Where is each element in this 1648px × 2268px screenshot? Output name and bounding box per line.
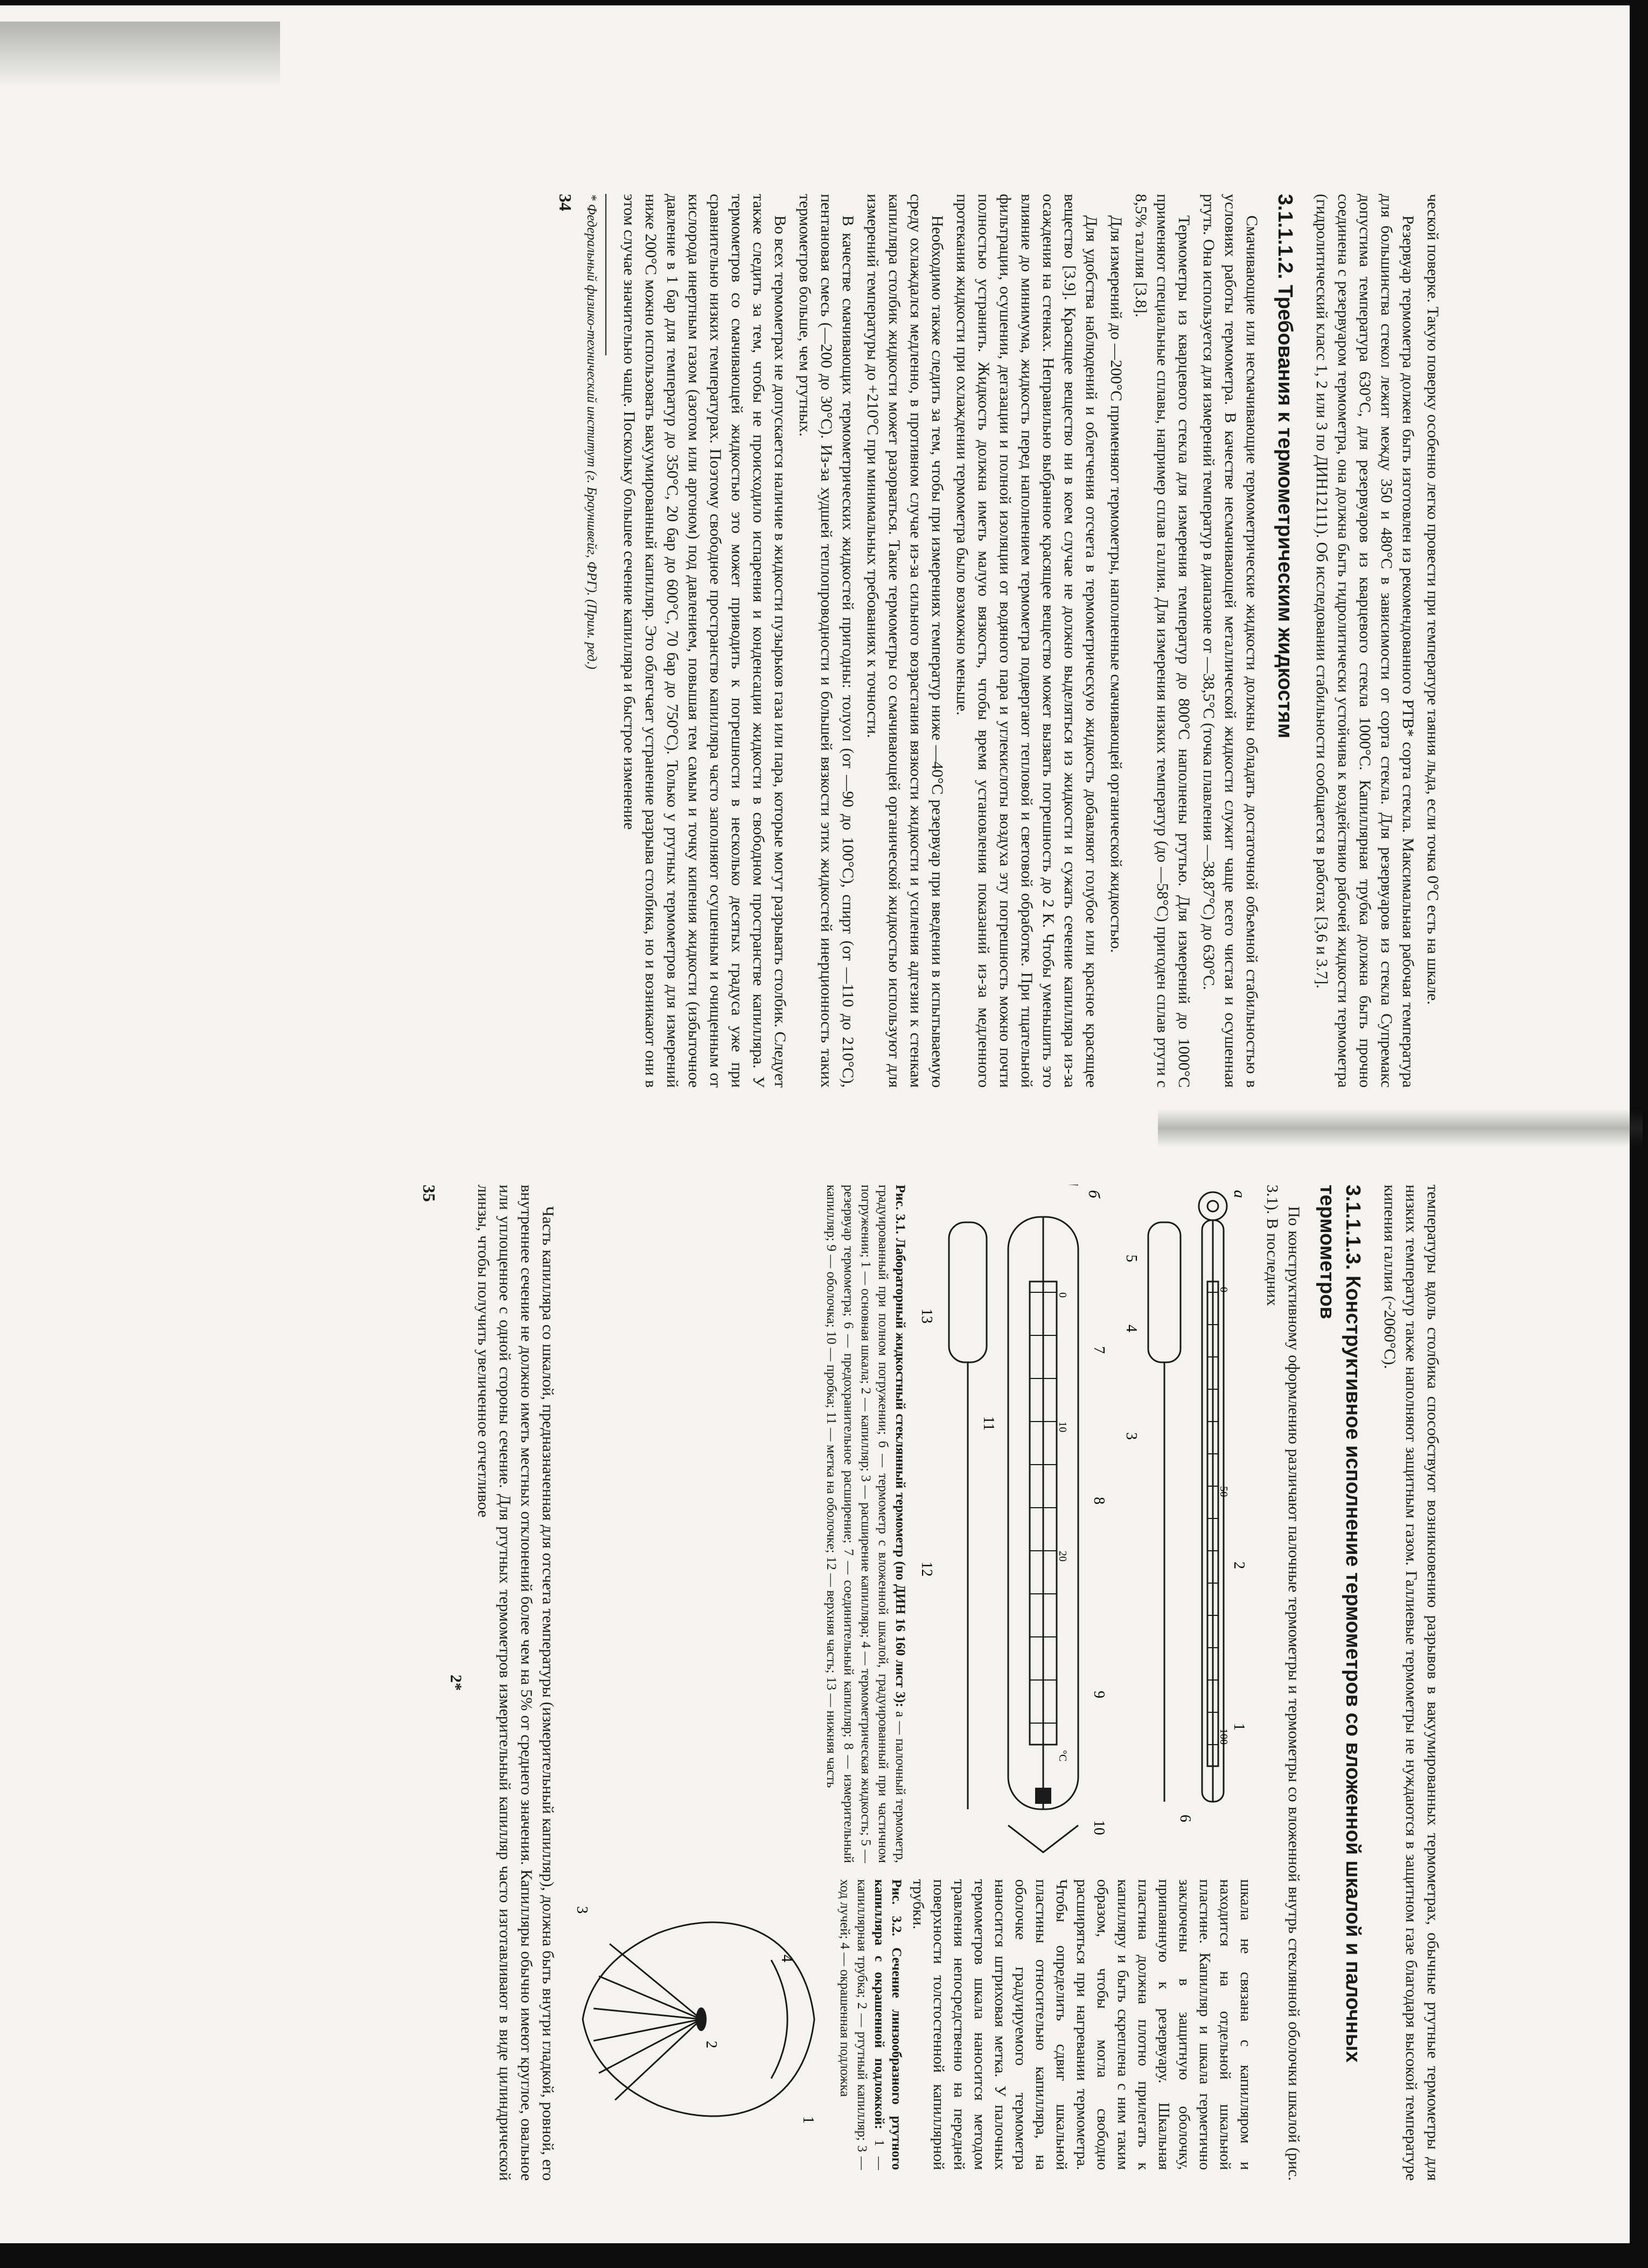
paragraph: шкала не связана с капилляром и находится на отдельной шкальной пластине. Капилляр и шкала герметично заключены в защитную оболочку, припаянную к резервуару. Шкальная пластина должна плотно прилегать к капилляру и быть скреплена с ним таким образом, чтобы могла свободно расширяться при нагревании термометра. Чтобы определить сдвиг шкальной пластины относительно капилляра, на оболочке градуируемого термометра наносится штриховая метка. У палочных термометров шкала наносится методом травления непосредственно на передней поверхности толстостенной капиллярной трубки. <box>910 1879 1254 2170</box>
paragraph: температуры вдоль столбика способствуют возникновению разрывов в вакуумированных термометрах, обычные ртутные термометры для низких температур также наполняют защитным газом. Галлиевые термометры не нуждаются в защитном газе благодаря высокой температуре кипения галлия (~2060°С). <box>1381 1185 1442 2181</box>
paragraph: Во всех термометрах не допускается наличие в жидкости пузырьков газа или пара, которые могут разрывать столбик. Следует также следить за тем, чтобы не происходило испарения и конденсации жидкости в свободном пространстве капилляра. У термометров со смачивающей жидкостью это может приводить к погрешности в несколько десятых градуса уже при сравнительно низких температурах. Поэтому свободное пространство капилляра часто заполняют осушенным и очищенным от кислорода инертным газом (азотом или аргоном) под давлением, повышая тем самым и точку кипения жидкости (избыточное давление в 1 бар для температур до 350°С, 20 бар до 600°С, 70 бар до 750°С). Только у ртутных термометров для измерений ниже 200°С можно использовать вакуумированный капилляр. Это облегчает устранение разрыва столбика, но и возникают они в этом случае значительно чаще. Поскольку большее сечение капилляра и быстрое изменение <box>620 194 789 1088</box>
paragraph: По конструктивному оформлению различают палочные термометры и термометры со вложенной внутрь стеклянной оболочки шкалой (рис. 3.1). В последних <box>1263 1185 1303 2181</box>
label-2: 2 <box>703 2041 720 2048</box>
label-1: 1 <box>800 2116 816 2124</box>
label-2: 2 <box>1231 1562 1247 1569</box>
label-b: б <box>1085 1190 1103 1199</box>
label-4: 4 <box>778 1955 795 1962</box>
label-9: 9 <box>1091 1691 1107 1698</box>
scale-b-10: 10 <box>1057 1422 1069 1432</box>
label-3: 3 <box>1123 1432 1140 1440</box>
section-heading: 3.1.1.1.2. Требования к термометрическим жидкостям <box>1274 194 1296 739</box>
section-heading: 3.1.1.1.3. Конструктивное исполнение термометров со вложенной шкалой и палочных термометров <box>1316 1185 1364 2063</box>
label-3: 3 <box>574 1906 590 1914</box>
scale-b-20: 20 <box>1057 1551 1069 1562</box>
label-13: 13 <box>918 1308 935 1324</box>
label-5: 5 <box>1123 1255 1140 1262</box>
label-a: а <box>1231 1190 1248 1198</box>
paragraph: В качестве смачивающих термометрических жидкостей пригодны: толуол (от —90 до 100°С), спирт (от —110 до 210°С), пентановая смесь (—200 до 30°С). Из-за худшей теплопроводности и большей вязкости этих жидкостей инерционность таких термометров больше, чем ртутных. <box>796 194 857 1088</box>
stopper-mark <box>1035 1788 1051 1804</box>
thermometer-diagram <box>911 1185 1256 1863</box>
caption-body: а — палочный термометр, градуированный при полном погружении; б — термометр с вложенной шкалой, градуированный при частичном погружении; 1 — основная шкала; 2 — капилляр; 3 — расширение капилляра; 4 — термометрическая жидкость; 5 — резервуар термометра; 6 — предохранительное расширение; 7 — соединительный капилляр; 8 — измерительный капилляр; 9 — оболочка; 10 — пробка; 11 — метка на оболочке; 12 — верхняя часть; 13 — нижняя часть <box>824 1185 907 1863</box>
label-7: 7 <box>1091 1346 1107 1354</box>
figure-3-2-column <box>564 1879 1256 2170</box>
paragraph: ческой поверке. Такую поверку особенно легко провести при температуре таяния льда, если точка 0°С есть на шкале. <box>1424 194 1442 1005</box>
label-11: 11 <box>980 1416 997 1431</box>
scan-shadow <box>0 22 280 86</box>
page-number: 35 <box>420 1185 439 1202</box>
paragraph: Необходимо также следить за тем, чтобы при измерениях температур ниже —40°С резервуар при введении в испытываемую среду охлаждался медленно, в противном случае из-за сильного возрастания вязкости жидкости и усиления адгезии к стенкам капилляра столбик жидкости может разорваться. Такие термометры со смачивающей органической жидкостью используют для измерений температуры до +210°С при минимальных требованиях к точности. <box>864 194 946 1088</box>
footnote: * Федеральный физико-технический институт (г. Брауншвейг, ФРГ). (Прим. ред.) <box>584 194 599 669</box>
paragraph: Часть капилляра со шкалой, предназначенная для отсчета температуры (измерительный капилляр), должна быть внутри гладкой, ровной, его внутреннее сечение не должно иметь местных отклонений более чем на 5% от среднего значения. Капилляры обычно имеют круглое, овальное или уплощенное с одной стороны сечение. Для ртутных термометров измерительный капилляр часто изготавливают в виде цилиндрической линзы, чтобы получить увеличенное отчетливое <box>474 1185 557 2181</box>
scale-0: 0 <box>1218 1287 1230 1292</box>
figure-row <box>564 1185 1256 2181</box>
book-gutter <box>1158 1109 1643 1147</box>
label-10: 10 <box>1091 1820 1107 1835</box>
scale-b-0: 0 <box>1057 1292 1069 1298</box>
caption-title: Рис. 3.2. Сечение линзообразного ртутного капилляра с окрашенной подложкой: <box>872 1879 904 2170</box>
capillary-cross-section-diagram <box>567 1879 836 2159</box>
caption-title: Рис. 3.1. Лабораторный жидкостный стеклянный термометр (по ДИН 16 160 лист 3): <box>893 1185 907 1707</box>
side-text <box>908 1879 1256 2170</box>
figure-3-1 <box>564 1185 1256 1863</box>
paragraph: Резервуар термометра должен быть изготовлен из рекомендованного PTB* сорта стекла. Максимальная рабочая температура для большинства стекол лежит между 350 и 480°С в зависимости от сорта стекла. Для резервуаров из стекла Супремакс допустима температура 630°С, для резервуаров из кварцевого стекла 1000°С. Капиллярная трубка должна быть прочно соединена с резервуаром термометра, она должна быть гидролитически устойчива к воздействию рабочей жидкости термометра (гидролитический класс 1, 2 или 3 по ДИН12111). Об исследовании стабильности сообщается в работах [3,6 и 3.7]. <box>1313 194 1417 1088</box>
scale-50: 50 <box>1218 1486 1230 1497</box>
caption-body: 1 — капиллярная трубка; 2 — ртутный капилляр; 3 — ход лучей; 4 — окрашенная подложка <box>837 1879 886 2171</box>
paragraph: Смачивающие или несмачивающие термометрические жидкости должны обладать достаточной объемной стабильностью в условиях работы термометра. В качестве несмачивающей металлической жидкости служит чаще всего чистая и осушенная ртуть. Она используется для измерений температур в диапазоне от —38,5°С (точка плавления —38,87°С) до 630°С. <box>1200 194 1261 1088</box>
scale-unit: °C <box>1057 1750 1069 1762</box>
label-1: 1 <box>1231 1723 1247 1731</box>
signature-mark: 2* <box>447 1675 465 1691</box>
label-4: 4 <box>1123 1325 1140 1332</box>
page-35 <box>97 1185 1443 2181</box>
page-number: 34 <box>556 194 575 211</box>
scan-edge-top <box>0 0 1648 5</box>
scale-100: 100 <box>1218 1728 1230 1745</box>
page-34 <box>97 194 1443 1088</box>
label-6: 6 <box>1177 1815 1193 1822</box>
paragraph: Для измерений до —200°С применяют термометры, наполненные смачивающей органической жидкостью. <box>1107 215 1125 953</box>
figure-3-1-caption <box>822 1185 909 1863</box>
paragraph: Термометры из кварцевого стекла для измерения температур до 800°С наполнены ртутью. Для измерений до 1000°С применяют специальные сплавы, например сплав галлия. Для измерения низких температур (до —58°С) пригоден сплав ртути с 8,5% таллия [3.8]. <box>1132 194 1193 1088</box>
footnote-rule <box>605 194 606 355</box>
mercury-capillary <box>696 2007 707 2031</box>
figure-3-2-caption <box>836 1879 905 2170</box>
label-12: 12 <box>918 1562 935 1577</box>
paragraph: Для удобства наблюдений и облегчения отсчета в термометрическую жидкость добавляют голубое или красное красящее вещество [3.9]. Красящее вещество ни в коем случае не должно выделяться из жидкости и сужать сечение капилляра из-за осаждения на стенках. Неправильно выбранное красящее вещество может вызвать погрешность до 2 К. Чтобы уменьшить это влияние до минимума, жидкость перед наполнением термометра подвергают тепловой и световой обработке. При тщательной фильтрации, осушении, дегазации и полной изоляции от водяного пара и углекислоты воздуха эту погрешность можно почти полностью устранить. Жидкость должна иметь малую вязкость, чтобы время установления показаний из-за медленного протекания жидкости при охлаждении термометра было возможно меньше. <box>953 194 1100 1088</box>
scan-edge-bottom <box>0 2243 1648 2268</box>
label-8: 8 <box>1091 1497 1107 1504</box>
